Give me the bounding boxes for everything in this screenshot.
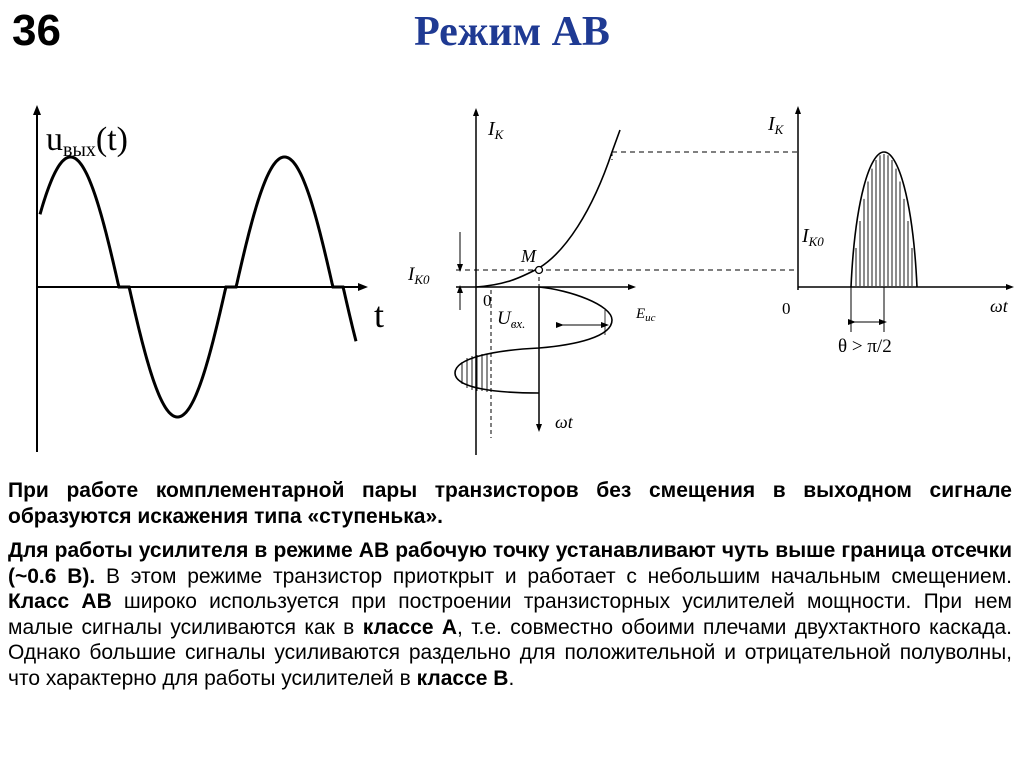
left-plot xyxy=(37,110,384,452)
middle-down-label: ωt xyxy=(555,412,573,432)
middle-origin-label: 0 xyxy=(483,291,492,310)
paragraph-2: Для работы усилителя в режиме АВ рабочую точку устанавливают чуть выше граница отсечки (~0.6 В). В этом режиме транзистор приоткрыт и работает с небольшим начальным смещением. Класс АВ широко используется при построении транзисторных усилителей мощности. При нем малые сигналы усиливаются как в классе А, т.е. совместно обоими плечами двухтактного каскада. Однако большие сигналы усиливаются раздельно для положительной и отрицательной полуволны, что характерно для работы усилителей в классе В. xyxy=(8,539,1013,690)
right-origin-label: 0 xyxy=(782,299,791,318)
middle-plot xyxy=(407,112,800,455)
right-x-label: ωt xyxy=(990,296,1008,316)
left-y-label: uвых(t) xyxy=(46,121,128,161)
right-y-label: $I_К$ xyxy=(768,113,784,137)
left-x-label: t xyxy=(374,295,385,335)
slide-title: Режим АВ xyxy=(414,9,610,55)
middle-bias-label: $I_{К0}$ xyxy=(408,264,430,287)
input-hatch xyxy=(462,354,487,392)
pulse-hatch xyxy=(856,154,912,286)
input-amplitude-label: $U_{вх.}$ xyxy=(497,308,526,331)
middle-x-label: $E_{ис}$ xyxy=(636,306,656,324)
operating-point-m xyxy=(536,267,543,274)
slide-number: 36 xyxy=(12,6,61,55)
transfer-curve xyxy=(476,130,620,287)
text-block xyxy=(8,478,1012,700)
point-m-label: M xyxy=(521,246,536,266)
right-plot xyxy=(767,110,1010,357)
right-bias-label: $I_{К0}$ xyxy=(802,225,824,249)
middle-y-label: $I_К$ xyxy=(488,118,504,142)
input-signal xyxy=(455,287,612,393)
paragraph-1: При работе комплементарной пары транзисторов без смещения в выходном сигнале образуются искажения типа «ступенька». xyxy=(8,479,1012,528)
angle-label: θ > π/2 xyxy=(838,336,892,357)
